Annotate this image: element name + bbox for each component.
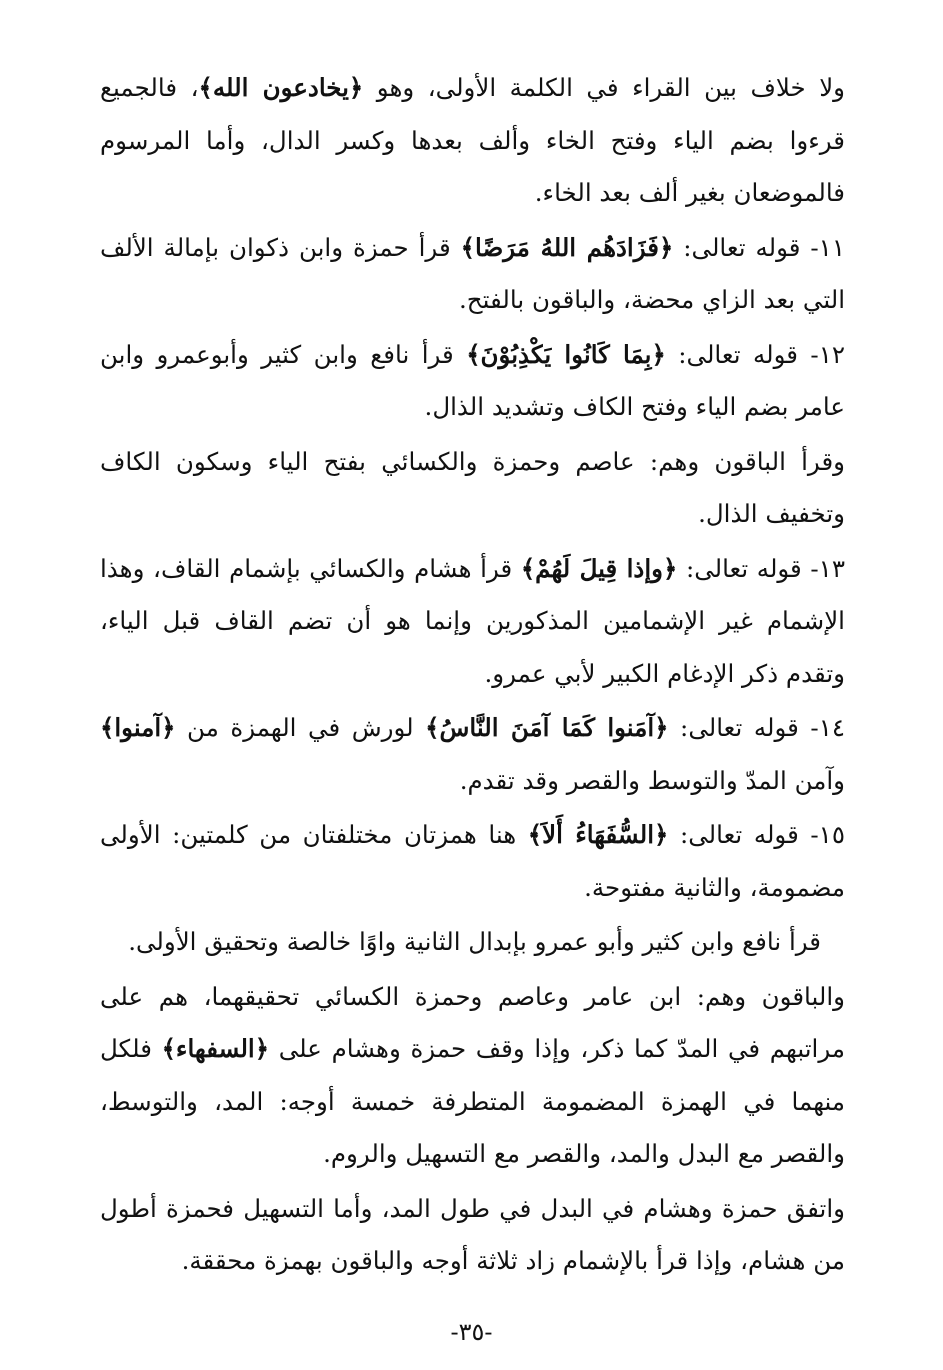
paragraph-text: هنا همزتان مختلفتان من كلمتين: الأولى مضمومة، والثانية مفتوحة. xyxy=(100,820,845,902)
paragraph xyxy=(100,971,845,1181)
paragraph xyxy=(100,809,845,914)
quran-quote: ﴿بِمَا كَانُوا يَكْذِبُوْنَ﴾ xyxy=(466,339,666,369)
paragraph-text: ولا خلاف بين القراء في الكلمة الأولى، وهو xyxy=(363,73,846,102)
paragraph-text: قرأ هشام والكسائي بإشمام القاف، وهذا الإشمام غير الإشمامين المذكورين وإنما هو أن تضم القاف قبل الياء، وتقدم ذكر الإدغام الكبير لأبي عمرو. xyxy=(100,553,845,688)
paragraph xyxy=(100,62,845,220)
paragraph-text: لورش في الهمزة من xyxy=(175,713,426,742)
paragraph xyxy=(100,436,845,541)
paragraph-text: وآمن المدّ والتوسط والقصر وقد تقدم. xyxy=(459,765,845,795)
paragraph xyxy=(100,329,845,434)
quran-quote: ﴿السفهاء﴾ xyxy=(161,1034,270,1063)
paragraph-text: ١٥- قوله تعالى: xyxy=(668,820,845,849)
paragraph-text: ١١- قوله تعالى: xyxy=(673,232,845,262)
paragraph-text: ١٤- قوله تعالى: xyxy=(668,713,846,742)
page-body xyxy=(100,62,845,1290)
quran-quote: ﴿وإذا قِيلَ لَهُمْ﴾ xyxy=(520,553,678,583)
paragraph-text: ١٣- قوله تعالى: xyxy=(677,553,845,583)
paragraph-text: وقرأ الباقون وهم: عاصم وحمزة والكسائي بفتح الياء وسكون الكاف وتخفيف الذال. xyxy=(100,446,845,528)
paragraph-text: والباقون وهم: ابن عامر وعاصم وحمزة الكسائي تحقيقهما، هم على مراتبهم في المدّ كما ذكر، وإذا وقف حمزة وهشام على xyxy=(100,981,846,1063)
paragraph xyxy=(100,543,845,701)
paragraph-text: قرأ نافع وابن كثير وأبوعمرو وابن عامر بضم الياء وفتح الكاف وتشديد الذال. xyxy=(100,339,845,421)
paragraph-text: ، فالجميع قرءوا بضم الياء وفتح الخاء وألف بعدها وكسر الدال، وأما المرسوم فالموضعان بغير ألف بعد الخاء. xyxy=(100,73,845,207)
paragraph-text: واتفق حمزة وهشام في البدل في طول المد، وأما التسهيل فحمزة أطول من هشام، وإذا قرأ بالإشمام زاد ثلاثة أوجه والباقون بهمزة محققة. xyxy=(100,1193,845,1275)
paragraph xyxy=(100,1183,845,1288)
quran-quote: ﴿فَزَادَهُم اللهُ مَرَضًا﴾ xyxy=(460,232,674,262)
quran-quote: ﴿آمَنوا كَمَا آمَنَ النَّاسُ﴾ xyxy=(425,713,669,742)
paragraph xyxy=(100,916,845,969)
paragraph-text: فلكل منهما في الهمزة المضمومة المتطرفة خمسة أوجه: المد، والتوسط، والقصر مع البدل والمد، والقصر مع التسهيل والروم. xyxy=(100,1034,845,1168)
quran-quote: ﴿آمنوا﴾ xyxy=(100,713,176,742)
paragraph xyxy=(100,222,845,327)
quran-quote: ﴿يخادعون الله﴾ xyxy=(198,73,364,102)
paragraph-text: قرأ حمزة وابن ذكوان بإمالة الألف التي بعد الزاي محضة، والباقون بالفتح. xyxy=(100,232,845,314)
page-number: -٣٥- xyxy=(450,1318,493,1346)
paragraph-text: قرأ نافع وابن كثير وأبو عمرو بإبدال الثانية واوًا خالصة وتحقيق الأولى. xyxy=(128,927,821,956)
paragraph-text: ١٢- قوله تعالى: xyxy=(665,339,846,369)
paragraph xyxy=(100,702,845,807)
quran-quote: ﴿السُّفَهَاءُ أَلاَ﴾ xyxy=(527,820,669,849)
